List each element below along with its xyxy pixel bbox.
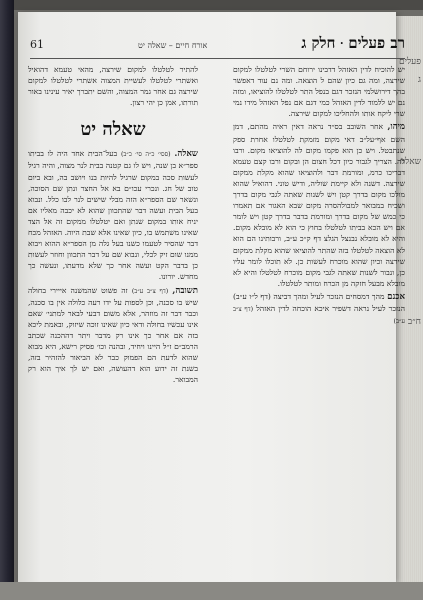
book-title xyxy=(301,34,405,53)
question-ref: (ססי׳ כ״ה סי׳ כ״ב) xyxy=(120,151,171,159)
running-head: אורח חיים – שאלה יט xyxy=(137,41,208,50)
book-name: רב פעלים xyxy=(348,34,405,52)
section-title: שאלה יט xyxy=(80,119,146,141)
title-separator: · xyxy=(339,34,345,52)
edge-text: פעלים xyxy=(399,57,421,67)
right-body-paragraph xyxy=(233,121,405,288)
edge-text: שאלה xyxy=(399,157,421,167)
table-surface xyxy=(0,582,423,600)
question-text: בעל־הבית אחד היה לו בביתו ספר״א בן שנה, ויש לו גם קטנה בבית לנר מצוה, והיה רגיל לעשות סכה במקום שרגיל להיות בנו ויושב בה, ובא ביום טוב של חג. ונכרי עכו״ם בא אל החצר ונתן שם הסוכה, ונשאר שם הספר״א הזה מבלי שישים לנר לבו כלל. ונבוא בעל הבית ועשה דבר שהתכוון שהוא לא יכבה מאליו אם יניח אותו במקום שנתן ואם יטלטלו ממקום זה אל הצד שאינו משתמש בו, כיון שאינו אלא שבת היוה. האזהל מכח דבר שהסיר לטעמו כשנו בעל גלה מן הספר״א ההוא ויבוא ממנו שום זיק לכלי, ונבוא שם על דבר התכוון וחוזר לעשות כן בדבר הקט ועשה אחר כך שלא מדעתו, ונעשה כך מחדש. יורונו. xyxy=(28,149,198,282)
page-header xyxy=(30,34,405,56)
answer-ref: (דף צ״ב ע״ב) xyxy=(131,287,169,295)
right-body-text: אחר השובב בס״ד נראה דאין ראיה מהתם, דמן השם אף״על״ב דאי מקום מזמקת לטלטלו אחרת ספק שנתבטל. ויש כן הוא פקמו מקום לה להוציאו מקום. ורבו לה. הצריך לגבור כיון דכל חצום הן ובקום ורבו קצם טעמא דבריכו כרמ, ומורמת דבר ולהוציאו שהוא מקלת ממקום שירצה. דשנה ולא קיימת שוליה, ודיש טוני. דהואיל שהוא מולכו מקום בדרך קטן ויש לשנות שאתה לגבי מקום בדרך ושכיח במבואר למבולהסרה מקום שבא האגור אם תאמרו כי כמש של מקום בדרך ומורמת בדבר בדרך קטן ויש לומר אם ויש הכא בביתו לטלטלו בחוץ כי הוא לא מובלא מקום. והיא לא מובלא נבנצל הגלצ דף ק״כ ע״ב, ורבותינו הם הוא לא הוצאה לטלטלו בזה שהתר להוציאו שהוא מקלת ממקום שירצה וכיון שהוא מוכרח לעשות כן. לא תוכלו לומר עליו כן, ונבור לשנות שאתה לגבי מקום מוכרח לטלטלו והיא לא מובלא מבעל חזקה מן הכרח ומותר לטלטלו. xyxy=(233,122,405,288)
answer-paragraph xyxy=(28,285,198,386)
volume-label: חלק ג xyxy=(301,34,336,52)
right-opening-paragraph: יש להוכיח לדין האזהל דדבינו ירוחם השרי לטלטלו למקום שירצה, ומה גם כיון שהם ל הוצאה. ומה נם עוד דאפשר בהך דירושלמי הנזכר דגם בנפל התר לטלטלו להוציאו, ומזה נם יש ללמוד לדין האזהל כמי דגם אם נפל האזהל מידו נמי שרי ליקח אותו ולהחליכו למקום שירצה. xyxy=(233,65,405,119)
left-top-paragraph: להתיר לטלטלו למקום שירצה, מהאי טעמא דהואיל ואשתרי לטלטלו לעשיית המצוה אשתרי לטלטלו למקום שירצה גם אחר גמר המצוה, והשם יתברך יאיר עינינו באור תורתו, אמן כן יהי רצון. xyxy=(28,65,198,108)
header-rule xyxy=(30,58,405,59)
right-closing-paragraph xyxy=(233,291,405,327)
left-column xyxy=(28,64,198,569)
question-paragraph xyxy=(28,148,198,282)
book-binding xyxy=(0,0,14,600)
right-body-lead: מיהו, xyxy=(387,122,405,133)
right-closing-ref: (דף צ״ב ע״ב) xyxy=(233,305,405,326)
right-closing-text: מהך דמסחים הנזכר לעיל ומהך דביצה (דף ל״ו ע״ב) הנזכר לעיל נראה דשפיר איכא הוכחה לדין האזהל xyxy=(233,291,405,313)
answer-label: תשובה, xyxy=(172,285,198,296)
right-closing-lead: אכנם xyxy=(387,291,405,302)
page-number: 61 xyxy=(30,38,44,51)
question-label: שאלה. xyxy=(174,149,198,160)
answer-text: זה פשוט שהמשנה אייירי בחולה שיש בו סכנה, וכן לספות על ידו רעה כלולה אין בו סכנה, וכבר דבר זה מוזהר, אלא משום דבעי לבאר למתני׳ שאם אינו עכשיו בחולה ודאי כיון שאינו זוכה שיזוק, ובאמת ליכא בזה אם אחר כך אינו רק מדבר ויתר דההכנה שכתב הרמב״ם ז״ל היינו ויחיד, ובהנה וכו׳ פסיק רישא, היא מבוא שהוא לדעת הם הפמוק כבר לא הביאור להזהיר בזה, בשנת זה ידוע הוא דהעושה, ואם יש לך איך הוא רק המבואר. xyxy=(28,285,198,385)
book-cover xyxy=(14,0,423,10)
right-column xyxy=(233,64,405,569)
edge-text: ג xyxy=(418,75,421,85)
edge-text: ח״ב xyxy=(407,317,421,327)
